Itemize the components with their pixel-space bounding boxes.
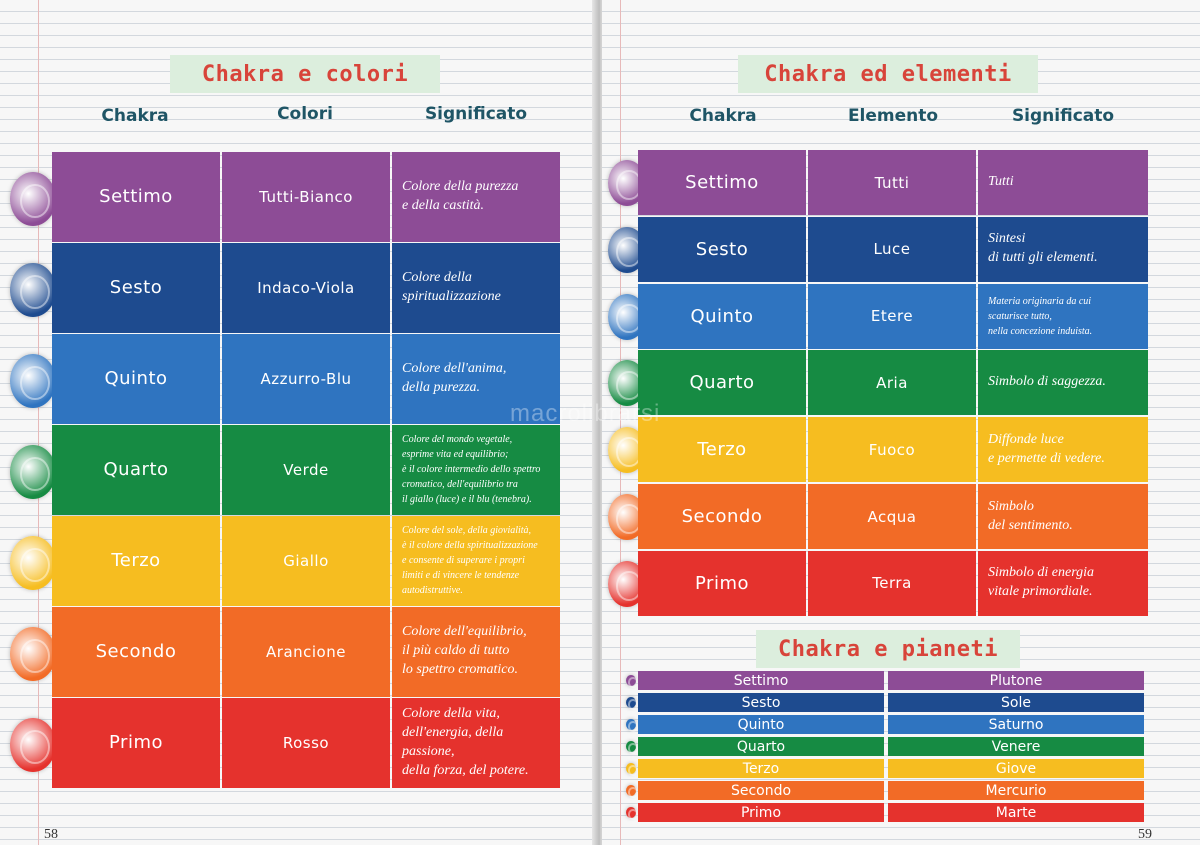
element-cell: Acqua bbox=[808, 484, 976, 549]
chakra-name-cell: Terzo bbox=[52, 516, 220, 606]
chakra-name-cell: Primo bbox=[52, 698, 220, 788]
planet-chakra-cell: Quarto bbox=[638, 737, 884, 756]
left-header-colori: Colori bbox=[277, 104, 333, 124]
planet-cell: Marte bbox=[888, 803, 1144, 822]
left-title: Chakra e colori bbox=[170, 55, 440, 93]
meaning-cell: Colore della spiritualizzazione bbox=[392, 243, 560, 333]
right-page bbox=[602, 0, 1200, 845]
meaning-cell: Simbolo di energia vitale primordiale. bbox=[978, 551, 1148, 616]
chakra-name-cell: Sesto bbox=[52, 243, 220, 333]
chakra-name-cell: Quarto bbox=[52, 425, 220, 515]
right-header-chakra: Chakra bbox=[689, 106, 757, 126]
chakra-name-cell: Secondo bbox=[52, 607, 220, 697]
left-header-chakra: Chakra bbox=[101, 106, 169, 126]
chakra-symbol-icon bbox=[10, 536, 56, 590]
element-cell: Luce bbox=[808, 217, 976, 282]
chakra-name-cell: Quarto bbox=[638, 350, 806, 415]
chakra-dot-icon bbox=[626, 697, 636, 708]
page-number-right: 59 bbox=[1138, 827, 1152, 842]
color-cell: Giallo bbox=[222, 516, 390, 606]
element-cell: Etere bbox=[808, 284, 976, 349]
element-cell: Aria bbox=[808, 350, 976, 415]
left-header-significato: Significato bbox=[424, 104, 528, 124]
planet-cell: Saturno bbox=[888, 715, 1144, 734]
meaning-cell: Diffonde luce e permette di vedere. bbox=[978, 417, 1148, 482]
color-cell: Rosso bbox=[222, 698, 390, 788]
color-cell: Indaco-Viola bbox=[222, 243, 390, 333]
meaning-cell: Colore dell'anima, della purezza. bbox=[392, 334, 560, 424]
element-cell: Fuoco bbox=[808, 417, 976, 482]
page-number-left: 58 bbox=[44, 827, 58, 842]
chakra-name-cell: Primo bbox=[638, 551, 806, 616]
planet-chakra-cell: Sesto bbox=[638, 693, 884, 712]
chakra-dot-icon bbox=[626, 785, 636, 796]
color-cell: Azzurro-Blu bbox=[222, 334, 390, 424]
right-title: Chakra ed elementi bbox=[738, 55, 1038, 93]
color-cell: Arancione bbox=[222, 607, 390, 697]
chakra-dot-icon bbox=[626, 719, 636, 730]
planet-chakra-cell: Secondo bbox=[638, 781, 884, 800]
planet-chakra-cell: Settimo bbox=[638, 671, 884, 690]
chakra-symbol-icon bbox=[10, 718, 56, 772]
color-cell: Verde bbox=[222, 425, 390, 515]
meaning-cell: Simbolo di saggezza. bbox=[978, 350, 1148, 415]
chakra-symbol-icon bbox=[10, 263, 56, 317]
right-header-significato: Significato bbox=[1011, 106, 1115, 126]
meaning-cell: Tutti bbox=[978, 150, 1148, 215]
element-cell: Tutti bbox=[808, 150, 976, 215]
planets-title: Chakra e pianeti bbox=[756, 630, 1020, 668]
planet-cell: Mercurio bbox=[888, 781, 1144, 800]
chakra-dot-icon bbox=[626, 741, 636, 752]
chakra-name-cell: Settimo bbox=[638, 150, 806, 215]
meaning-cell: Colore della purezza e della castità. bbox=[392, 152, 560, 242]
chakra-name-cell: Secondo bbox=[638, 484, 806, 549]
right-header-elemento: Elemento bbox=[847, 106, 939, 126]
planet-cell: Sole bbox=[888, 693, 1144, 712]
chakra-name-cell: Sesto bbox=[638, 217, 806, 282]
planet-cell: Giove bbox=[888, 759, 1144, 778]
meaning-cell: Simbolo del sentimento. bbox=[978, 484, 1148, 549]
watermark: macrolibrarsi bbox=[510, 400, 661, 427]
left-page bbox=[0, 0, 598, 845]
chakra-symbol-icon bbox=[10, 445, 56, 499]
meaning-cell: Colore dell'equilibrio, il più caldo di tutto lo spettro cromatico. bbox=[392, 607, 560, 697]
element-cell: Terra bbox=[808, 551, 976, 616]
chakra-dot-icon bbox=[626, 675, 636, 686]
chakra-name-cell: Settimo bbox=[52, 152, 220, 242]
meaning-cell: Colore del mondo vegetale, esprime vita ed equilibrio; è il colore intermedio dello spettro cromatico, dell'equilibrio tra il giallo (luce) e il blu (tenebra). bbox=[392, 425, 560, 515]
chakra-name-cell: Quinto bbox=[638, 284, 806, 349]
chakra-dot-icon bbox=[626, 763, 636, 774]
planet-cell: Venere bbox=[888, 737, 1144, 756]
chakra-symbol-icon bbox=[10, 354, 56, 408]
meaning-cell: Colore della vita, dell'energia, della passione, della forza, del potere. bbox=[392, 698, 560, 788]
planet-cell: Plutone bbox=[888, 671, 1144, 690]
chakra-symbol-icon bbox=[10, 172, 56, 226]
color-cell: Tutti-Bianco bbox=[222, 152, 390, 242]
chakra-name-cell: Terzo bbox=[638, 417, 806, 482]
chakra-symbol-icon bbox=[10, 627, 56, 681]
planet-chakra-cell: Terzo bbox=[638, 759, 884, 778]
chakra-name-cell: Quinto bbox=[52, 334, 220, 424]
planet-chakra-cell: Quinto bbox=[638, 715, 884, 734]
meaning-cell: Colore del sole, della giovialità, è il colore della spiritualizzazione e consente di superare i propri limiti e di vincere le tendenze autodistruttive. bbox=[392, 516, 560, 606]
chakra-dot-icon bbox=[626, 807, 636, 818]
planet-chakra-cell: Primo bbox=[638, 803, 884, 822]
meaning-cell: Sintesi di tutti gli elementi. bbox=[978, 217, 1148, 282]
meaning-cell: Materia originaria da cui scaturisce tutto, nella concezione induista. bbox=[978, 284, 1148, 349]
